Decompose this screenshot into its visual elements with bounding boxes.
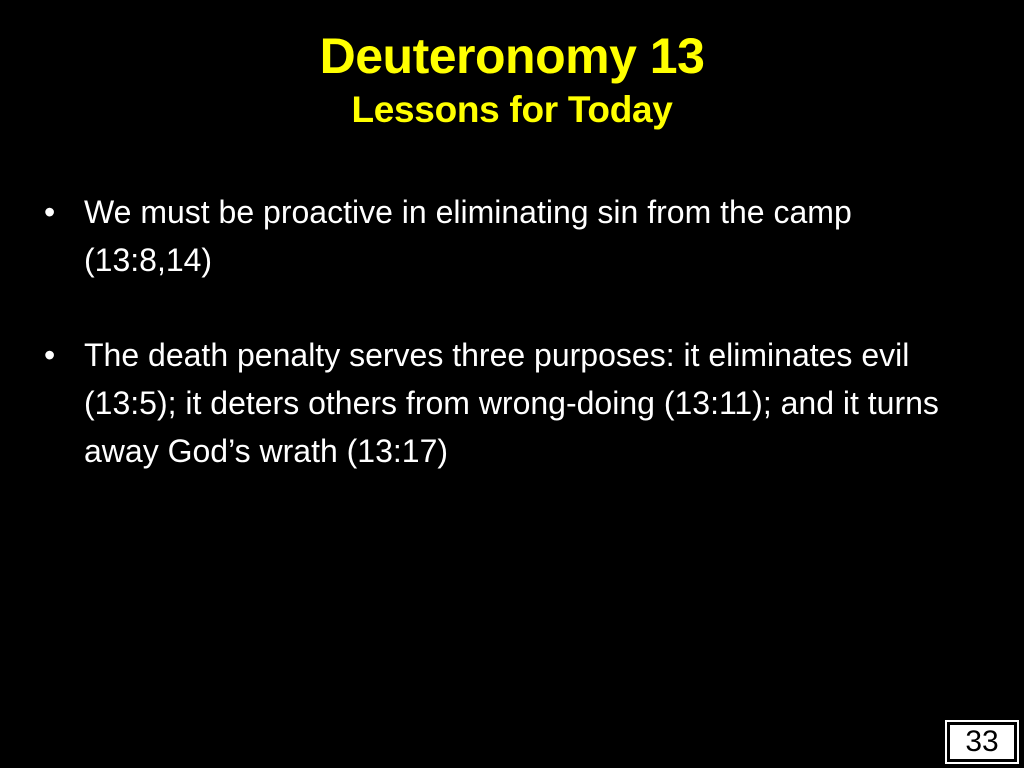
page-number: 33	[947, 722, 1017, 762]
bullet-item	[44, 188, 984, 284]
bullet-text: We must be proactive in eliminating sin from the camp (13:8,14)	[84, 194, 852, 278]
bullet-item	[44, 331, 984, 475]
bullet-text: The death penalty serves three purposes: it eliminates evil (13:5); it deters others from wrong-doing (13:11); and it turns away God’s wrath (13:17)	[84, 337, 939, 469]
title-block	[0, 26, 1024, 134]
bullet-list	[44, 188, 984, 522]
slide-title: Deuteronomy 13	[319, 28, 705, 84]
bullet-icon: •	[44, 194, 56, 230]
slide-subtitle: Lessons for Today	[351, 89, 673, 130]
bullet-icon: •	[44, 337, 56, 373]
